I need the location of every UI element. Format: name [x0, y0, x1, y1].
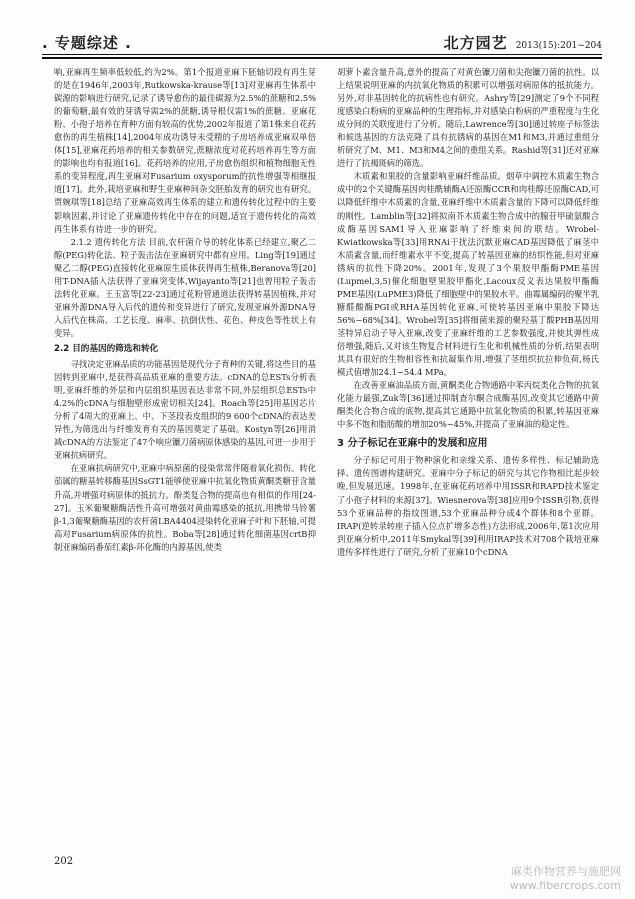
paragraph: 胡萝卜素含量升高,意外的提高了对黄色镰刀菌和尖孢镰刀菌的抗性。以上结果说明亚麻的内抗氧化物质的积累可以增强对病原体的抵抗能力。另外,对非基因转化的抗病性也有研究。Ashry等[29]测定了9个不同程度感染白粉病的亚麻品种的生理指标,并对感染白粉病的严重程度与生化成分间的关联度进行了分析。随后,Lawrence等[30]通过转座子标签法和候选基因的方法克隆了具有抗锈病的基因在M1和M3,并通过重组分析研究了M、M1、M3和M4之间的重组关系。Rashid等[31]还对亚麻进行了抗褐斑病的筛选。 [337, 67, 599, 169]
watermark [510, 865, 621, 893]
header-rule-thick [42, 57, 602, 59]
issue-info: 2013(15):201~204 [515, 41, 602, 51]
paragraph: 分子标记可用于物种演化和亲缘关系、遗传多样性、标记辅助选择、遗传图谱构建研究。亚麻中分子标记的研究与其它作物相比起步较晚,但发展迅速。1998年,在亚麻花药培养中用ISSR和RAPD技术鉴定了小孢子材料的来源[37]。Wiesnerova等[38]应用9个ISSR引物,获得53个亚麻品种的指纹图谱,53个亚麻品种分成4个群体和8个亚群。IRAP(逆转录转座子插入位点扩增多态性)方法形成,2006年,第1次应用到亚麻分析中,2011年Smykal等[39]利用IRAP技术对708个栽培亚麻遗传多样性进行了研究,分析了亚麻10个cDNA [337, 455, 599, 557]
right-column [337, 66, 599, 559]
watermark-line: 麻类作物营养与施肥网 [511, 865, 621, 878]
journal-name: 北方园艺 [443, 34, 508, 52]
paragraph: 在亚麻抗病研究中,亚麻中病原菌的侵染常常伴随着氧化损伤。转化茄属的糖基转移酶基因SsGT1能够使亚麻中抗氧化物质黄酮类糖苷含量升高,并增强对病原体的抵抗力。酚类复合物的提高也有相似的作用[24-27]。玉米葡聚糖酶活性升高可增强对黄曲霉感染的抵抗,用携带马铃薯β-1,3葡聚糖酶基因的农杆菌LBA4404浸染转化亚麻子叶和下胚轴,可提高对Fusarium病原体的抗性。Boba等[28]通过转化细菌基因crtB抑制亚麻编码番茄红素β-环化酶的内源基因,使类 [54, 463, 316, 552]
section-label: . 专题综述 . [42, 34, 132, 52]
page-number: 202 [54, 856, 74, 867]
paragraph: 在改善亚麻油品质方面,黄酮类化合物通路中苯丙烷类化合物的抗氧化能力最强,Zuk等[36]通过抑制查尔酮合成酶基因,改变其它通路中黄酮类化合物合成的底物,提高其它通路中抗氧化物质的积累,转基因亚麻中多不饱和脂肪酸的增加20%~45%,并提高了亚麻油的稳定性。 [337, 380, 599, 430]
paragraph: 响,亚麻再生频率低较低,约为2%。第1个报道亚麻下胚轴切段有再生芽的是在1946年,2003年,Rutkowska-krause等[13]对亚麻再生体系中碳源的影响进行研究,记录了诱导愈伤的最佳碳源为2.5%的蔗糖和2.5%的葡萄糖,最有效的芽诱导需2%的蔗糖,诱导根仅需1%的蔗糖。亚麻花粉、小孢子培养在育种方面有较高的优势,2002年报道了第1株来自花药愈伤的再生植株[14],2004年成功诱导未受精的子房培养成亚麻双单倍体[15],亚麻花药培养的相关参数研究,蔗糖浓度对花药培养再生等方面的影响也均有报道[16]。花药培养的应用,子房愈伤组织和植物细胞无性系的变异程度,再生亚麻对Fusarium oxysporum的抗性增强等相继报道[17]。此外,栽培亚麻和野生亚麻种间杂交胚胎发育的研究也有研究。贾婉琪等[18]总结了亚麻高效再生体系的建立和遗传转化过程中的主要影响因素,并讨论了亚麻遗传转化中存在的问题,适宜于遗传转化的高效再生体系有待进一步的研究。 [54, 67, 316, 234]
paragraph: 2.1.2 遗传转化方法 目前,农杆菌介导的转化体系已经建立,聚乙二醇(PEG)转化法、粒子轰击法在亚麻研究中都有应用。Ling等[19]通过聚乙二醇(PEG)直接转化亚麻原生质体获得再生植株,Beranova等[20]用T-DNA插入法获得了亚麻突变体,Wijayanto等[21]也曾用粒子轰击法转化亚麻。王玉富等[22-23]通过花粉管通道法获得转基因植株,并对亚麻外源DNA导入后代的遗传和变异进行了研究,发现亚麻外源DNA导入后代在株高、工艺长度、麻率、抗倒伏性、花色、种皮色等性状上有变异。 [54, 236, 316, 338]
page-header [42, 28, 602, 56]
section-heading: 3 分子标记在亚麻中的发展和应用 [337, 438, 488, 450]
watermark-line: www.fibercrops.com [509, 879, 621, 892]
left-column [54, 66, 316, 554]
paragraph: 木质素和果胶的含量影响亚麻纤维品质。烟草中调控木质素生物合成中的2个关键酶基因肉桂酰辅酶A还原酶CCR和肉桂醇还原酶CAD,可以降低纤维中木质素的含量,亚麻纤维中木质素含量的下降可以降低纤维的刚性。Lamblin等[32]将拟南芥木质素生物合成中的腺苷甲硫氨酸合成酶基因SAM1导入亚麻影响了纤维束间的联结。Wrobel-Kwiatkowska等[33]用RNAi干扰法沉默亚麻CAD基因降低了麻茎中木质素含量,而纤维素水平不变,提高了转基因亚麻的纺织性能,但对亚麻锈病的抗性下降20%。2001年,发现了3个果胶甲酯酶PME基因(Lupmel,3,5)催化细胞壁果胶甲酯化,Lacoux反义表达果胶甲酯酶PME基因(LuPME3)降低了细胞壁中的果胶水平。曲霉属编码的聚半乳糖醛酸酶PGI或RHA基因转化亚麻,可使转基因亚麻中果胶下降达56%~68%[34]。Wrobel等[35]将细菌来源的聚羟基丁酸PHB基因用茎特异启动子导入亚麻,改变了亚麻纤维的工艺参数强度,并使其弹性成倍增强,随后,又对该生物复合材料进行生化和机械性质的分析,结果表明其具有很好的生物相容性和抗凝集作用,增强了茎组织抗拉伸负荷,杨氏模式值增加24.1~54.4 MPa。 [337, 171, 600, 378]
journal-info [444, 32, 602, 53]
paragraph: 寻找决定亚麻品质的功能基因是现代分子育种的关键,将这些目的基因转到亚麻中,是获得高品质亚麻的重要方法。cDNA的总ESTs分析表明,亚麻纤维的外层和内层组织基因表达非常不同,外层组织总ESTs中4.2%的cDNA与细胞壁形成密切相关[24]。Roach等[25]用基因芯片分析了4周大的亚麻上、中、下茎段表皮组织的9 600个cDNA的表达差异性,为筛选出与纤维发育有关的基因奠定了基础。Kostyn等[26]用消减cDNA的方法鉴定了47个响应镰刀菌病原体感染的基因,可进一步用于亚麻抗病研究。 [54, 359, 316, 461]
header-rule-thin [42, 54, 602, 55]
section-heading: 2.2 目的基因的筛选和转化 [54, 343, 159, 354]
